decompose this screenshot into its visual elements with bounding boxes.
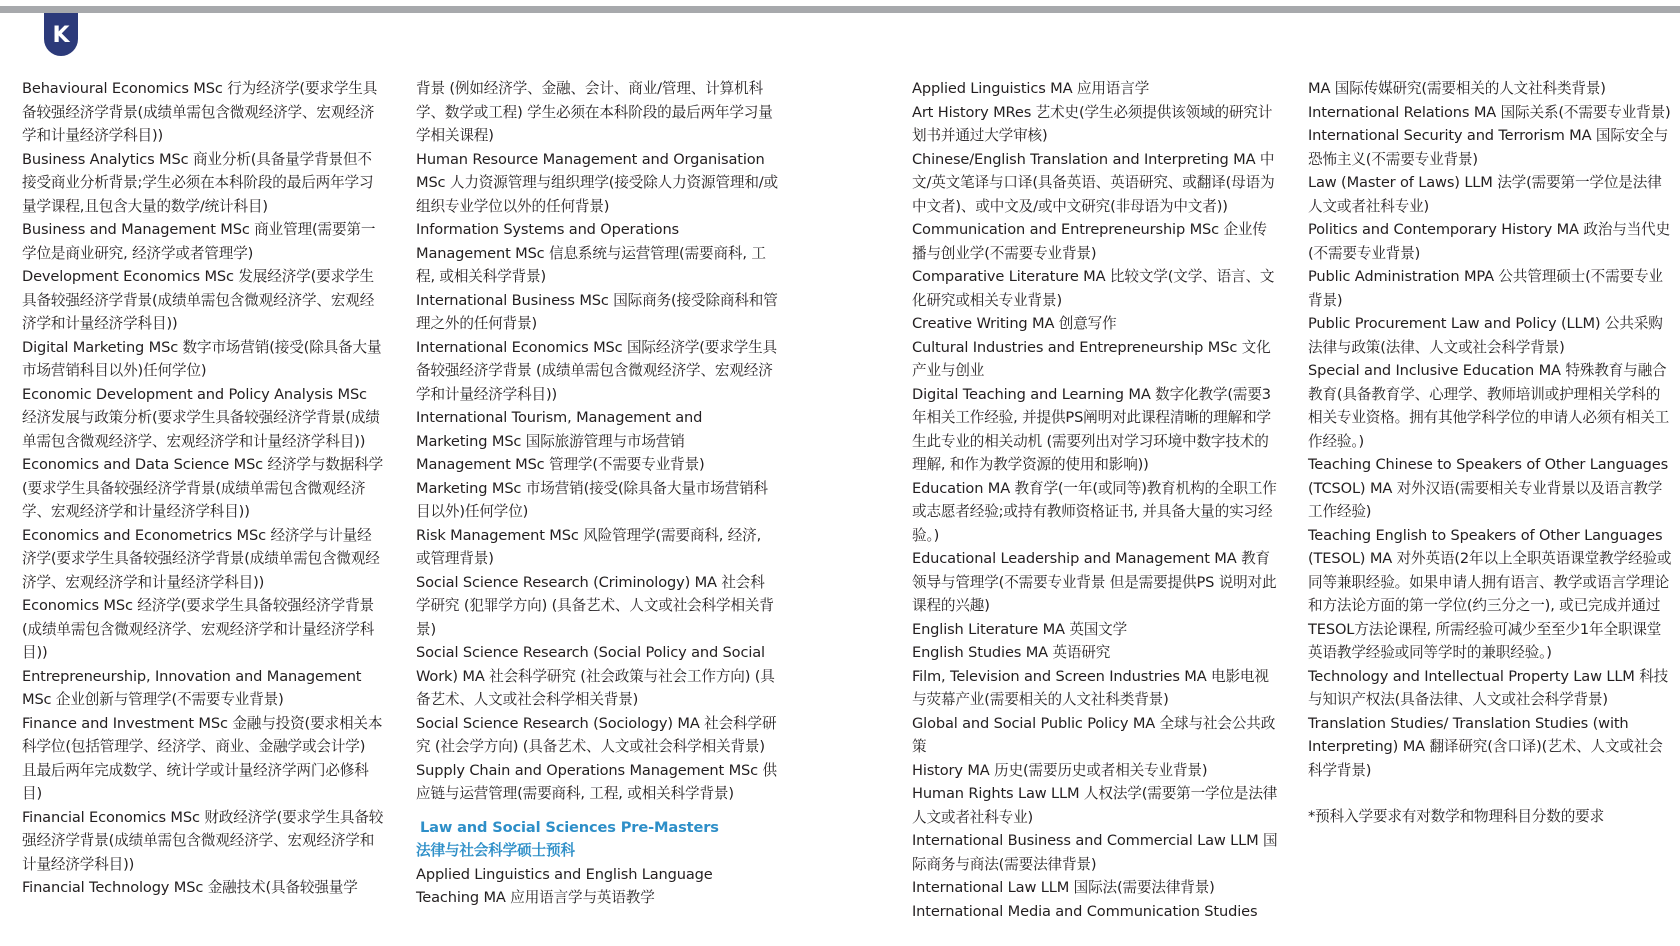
program-entry: Art History MRes 艺术史(学生必须提供该领域的研究计划书并通过大学审核) [912, 103, 1273, 144]
program-entry: Digital Marketing MSc 数字市场营销(接受(除具备大量市场营销科目以外)任何学位) [22, 338, 382, 379]
program-entry: Technology and Intellectual Property Law LLM 科技与知识产权法(具备法律、人文或社会科学背景) [1308, 667, 1669, 708]
program-entry: International Business and Commercial Law LLM 国际商务与商法(需要法律背景) [912, 832, 1278, 873]
program-entry: Chinese/English Translation and Interpreting MA 中文/英文笔译与口译(具备英语、英语研究、或翻译(母语为中文者)、或中文及/或中文研究(非母语为中文者)) [912, 150, 1275, 215]
program-entry: International Law LLM 国际法(需要法律背景) [912, 879, 1215, 896]
program-entry: Economics MSc 经济学(要求学生具备较强经济学背景(成绩单需包含微观经济学、宏观经济学和计量经济学科目)) [22, 597, 375, 661]
program-entry: International Security and Terrorism MA 国际安全与恐怖主义(不需要专业背景) [1308, 127, 1669, 168]
program-entry: Economics and Data Science MSc 经济学与数据科学(要求学生具备较强经济学背景(成绩单需包含微观经济学、宏观经济学和计量经济学科目)) [22, 456, 384, 520]
program-entry: Special and Inclusive Education MA 特殊教育与融合教育(具备教育学、心理学、教师培训或护理相关学科的相关专业资格。拥有其他学科学位的申请人必须有相关工作经验。) [1308, 362, 1670, 450]
program-entry: Communication and Entrepreneurship MSc 企业传播与创业学(不需要专业背景) [912, 221, 1267, 262]
program-entry: Financial Technology MSc 金融技术(具备较强量学 [22, 879, 358, 896]
section-heading-en: Law and Social Sciences Pre-Masters [420, 818, 719, 836]
program-entry: Social Science Research (Sociology) MA 社会科学研究 (社会学方向) (具备艺术、人文或社会科学相关背景) [416, 714, 777, 755]
section-heading [416, 816, 778, 863]
program-entry: International Tourism, Management and Marketing MSc 国际旅游管理与市场营销 Management MSc 管理学(不需要专业背景) [416, 409, 705, 473]
program-entry: Finance and Investment MSc 金融与投资(要求相关本科学位(包括管理学、经济学、商业、金融学或会计学) 且最后两年完成数学、统计学或计量经济学两门必修科目) [22, 714, 383, 802]
program-entry: Education MA 教育学(一年(或同等)教育机构的全职工作或志愿者经验;或持有教师资格证书, 并具备大量的实习经验。) [912, 479, 1277, 544]
program-entry: Educational Leadership and Management MA 教育领导与管理学(不需要专业背景 但是需要提供PS 说明对此课程的兴趣) [912, 550, 1277, 614]
program-entry: Social Science Research (Social Policy and Social Work) MA 社会科学研究 (社会政策与社会工作方向) (具备艺术、人文或社会科学相关背景) [416, 644, 775, 708]
program-entry: Global and Social Public Policy MA 全球与社会公共政策 [912, 714, 1276, 755]
program-entry: Applied Linguistics MA 应用语言学 [912, 80, 1150, 97]
program-entry: International Media and Communication Studies [912, 902, 1258, 920]
program-column-4 [1308, 77, 1674, 829]
program-entry: Creative Writing MA 创意写作 [912, 315, 1117, 332]
program-entry: Behavioural Economics MSc 行为经济学(要求学生具备较强经济学背景(成绩单需包含微观经济学、宏观经济学和计量经济学科目)) [22, 80, 378, 144]
program-entry: Economics and Econometrics MSc 经济学与计量经济学(要求学生具备较强经济学背景(成绩单需包含微观经济学、宏观经济学和计量经济学科目)) [22, 526, 380, 591]
program-entry: International Economics MSc 国际经济学(要求学生具备较强经济学背景 (成绩单需包含微观经济学、宏观经济学和计量经济学科目)) [416, 338, 777, 403]
program-entry: Human Resource Management and Organisation MSc 人力资源管理与组织理学(接受除人力资源管理和/或组织专业学位以外的任何背景) [416, 150, 778, 215]
program-entry: International Business MSc 国际商务(接受除商科和管理之外的任何背景) [416, 291, 778, 332]
program-entry: English Literature MA 英国文学 [912, 620, 1128, 638]
logo-letter: K [52, 23, 70, 48]
program-entry: Digital Teaching and Learning MA 数字化教学(需要3年相关工作经验, 并提供PS阐明对此课程清晰的理解和学生此专业的相关动机 (需要列出对学习环境中数字技术的理解, 和作为教学资源的使用和影响)) [912, 385, 1271, 473]
program-entry: Human Rights Law LLM 人权法学(需要第一学位是法律人文或者社科专业) [912, 785, 1278, 826]
program-entry: International Relations MA 国际关系(不需要专业背景) [1308, 103, 1671, 121]
program-entry: Teaching Chinese to Speakers of Other Languages (TCSOL) MA 对外汉语(需要相关专业背景以及语言教学工作经验) [1308, 456, 1669, 520]
program-entry: Business Analytics MSc 商业分析(具备量学背景但不接受商业分析背景;学生必须在本科阶段的最后两年学习量学课程,且包含大量的数学/统计科目) [22, 150, 374, 215]
program-entry: Public Procurement Law and Policy (LLM) 公共采购法律与政策(法律、人文或社会科学背景) [1308, 315, 1663, 356]
program-entry: Politics and Contemporary History MA 政治与当代史(不需要专业背景) [1308, 221, 1671, 262]
program-entry: 背景 (例如经济学、金融、会计、商业/管理、计算机科学、数学或工程) 学生必须在本科阶段的最后两年学习量学相关课程) [416, 80, 773, 144]
program-entry: Marketing MSc 市场营销(接受(除具备大量市场营销科目以外)任何学位) [416, 479, 768, 520]
program-entry: English Studies MA 英语研究 [912, 644, 1111, 661]
top-divider-bar [0, 6, 1680, 13]
program-entry: Law (Master of Laws) LLM 法学(需要第一学位是法律人文或者社科专业) [1308, 174, 1662, 215]
program-entry: Business and Management MSc 商业管理(需要第一学位是商业研究, 经济学或者管理学) [22, 221, 376, 262]
program-entry: Supply Chain and Operations Management MSc 供应链与运营管理(需要商科, 工程, 或相关科学背景) [416, 761, 777, 802]
k-logo [44, 13, 78, 56]
program-column-2 [416, 77, 778, 910]
program-entry: Financial Economics MSc 财政经济学(要求学生具备较强经济学背景(成绩单需包含微观经济学、宏观经济学和计量经济学科目)) [22, 808, 384, 873]
section-heading-zh: 法律与社会科学硕士预科 [416, 842, 575, 859]
program-entry: Entrepreneurship, Innovation and Management MSc 企业创新与管理学(不需要专业背景) [22, 667, 362, 708]
program-entry: Film, Television and Screen Industries MA 电影电视与荧幕产业(需要相关的人文社科类背景) [912, 667, 1269, 708]
program-entry: Cultural Industries and Entrepreneurship MSc 文化产业与创业 [912, 338, 1271, 379]
program-entry: History MA 历史(需要历史或者相关专业背景) [912, 761, 1208, 779]
program-entry: MA 国际传媒研究(需要相关的人文社科类背景) [1308, 80, 1606, 97]
footnote: *预科入学要求有对数学和物理科目分数的要求 [1308, 808, 1605, 825]
program-entry: Development Economics MSc 发展经济学(要求学生具备较强经济学背景(成绩单需包含微观经济学、宏观经济学和计量经济学科目)) [22, 268, 375, 332]
program-entry: Comparative Literature MA 比较文学(文学、语言、文化研究或相关专业背景) [912, 268, 1275, 309]
program-entry: Economic Development and Policy Analysis MSc 经济发展与政策分析(要求学生具备较强经济学背景(成绩单需包含微观经济学、宏观经济学和计量经济学科目)) [22, 385, 380, 450]
program-entry: Risk Management MSc 风险管理学(需要商科, 经济, 或管理背景) [416, 526, 762, 567]
program-entry: Teaching English to Speakers of Other Languages (TESOL) MA 对外英语(2年以上全职英语课堂教学经验或同等兼职经验。如果申请人拥有语言、教学或语言学理论和方法论方面的第一学位(约三分之一), 或已完成并通过TESOL方法论课程, 所需经验可减少至至少1年全职课堂英语教学经验或同等学时的兼职经验。) [1308, 526, 1672, 661]
program-column-1 [22, 77, 384, 900]
program-entry: Translation Studies/ Translation Studies (with Interpreting) MA 翻译研究(含口译)(艺术、人文或社会科学背景) [1308, 714, 1663, 779]
program-entry: Social Science Research (Criminology) MA 社会科学研究 (犯罪学方向) (具备艺术、人文或社会科学相关背景) [416, 573, 774, 638]
program-entry: Information Systems and Operations Management MSc 信息系统与运营管理(需要商科, 工程, 或相关科学背景) [416, 221, 766, 285]
program-entry: Public Administration MPA 公共管理硕士(不需要专业背景) [1308, 268, 1663, 309]
program-entry: Applied Linguistics and English Language Teaching MA 应用语言学与英语教学 [416, 865, 713, 906]
program-column-3 [912, 77, 1278, 923]
